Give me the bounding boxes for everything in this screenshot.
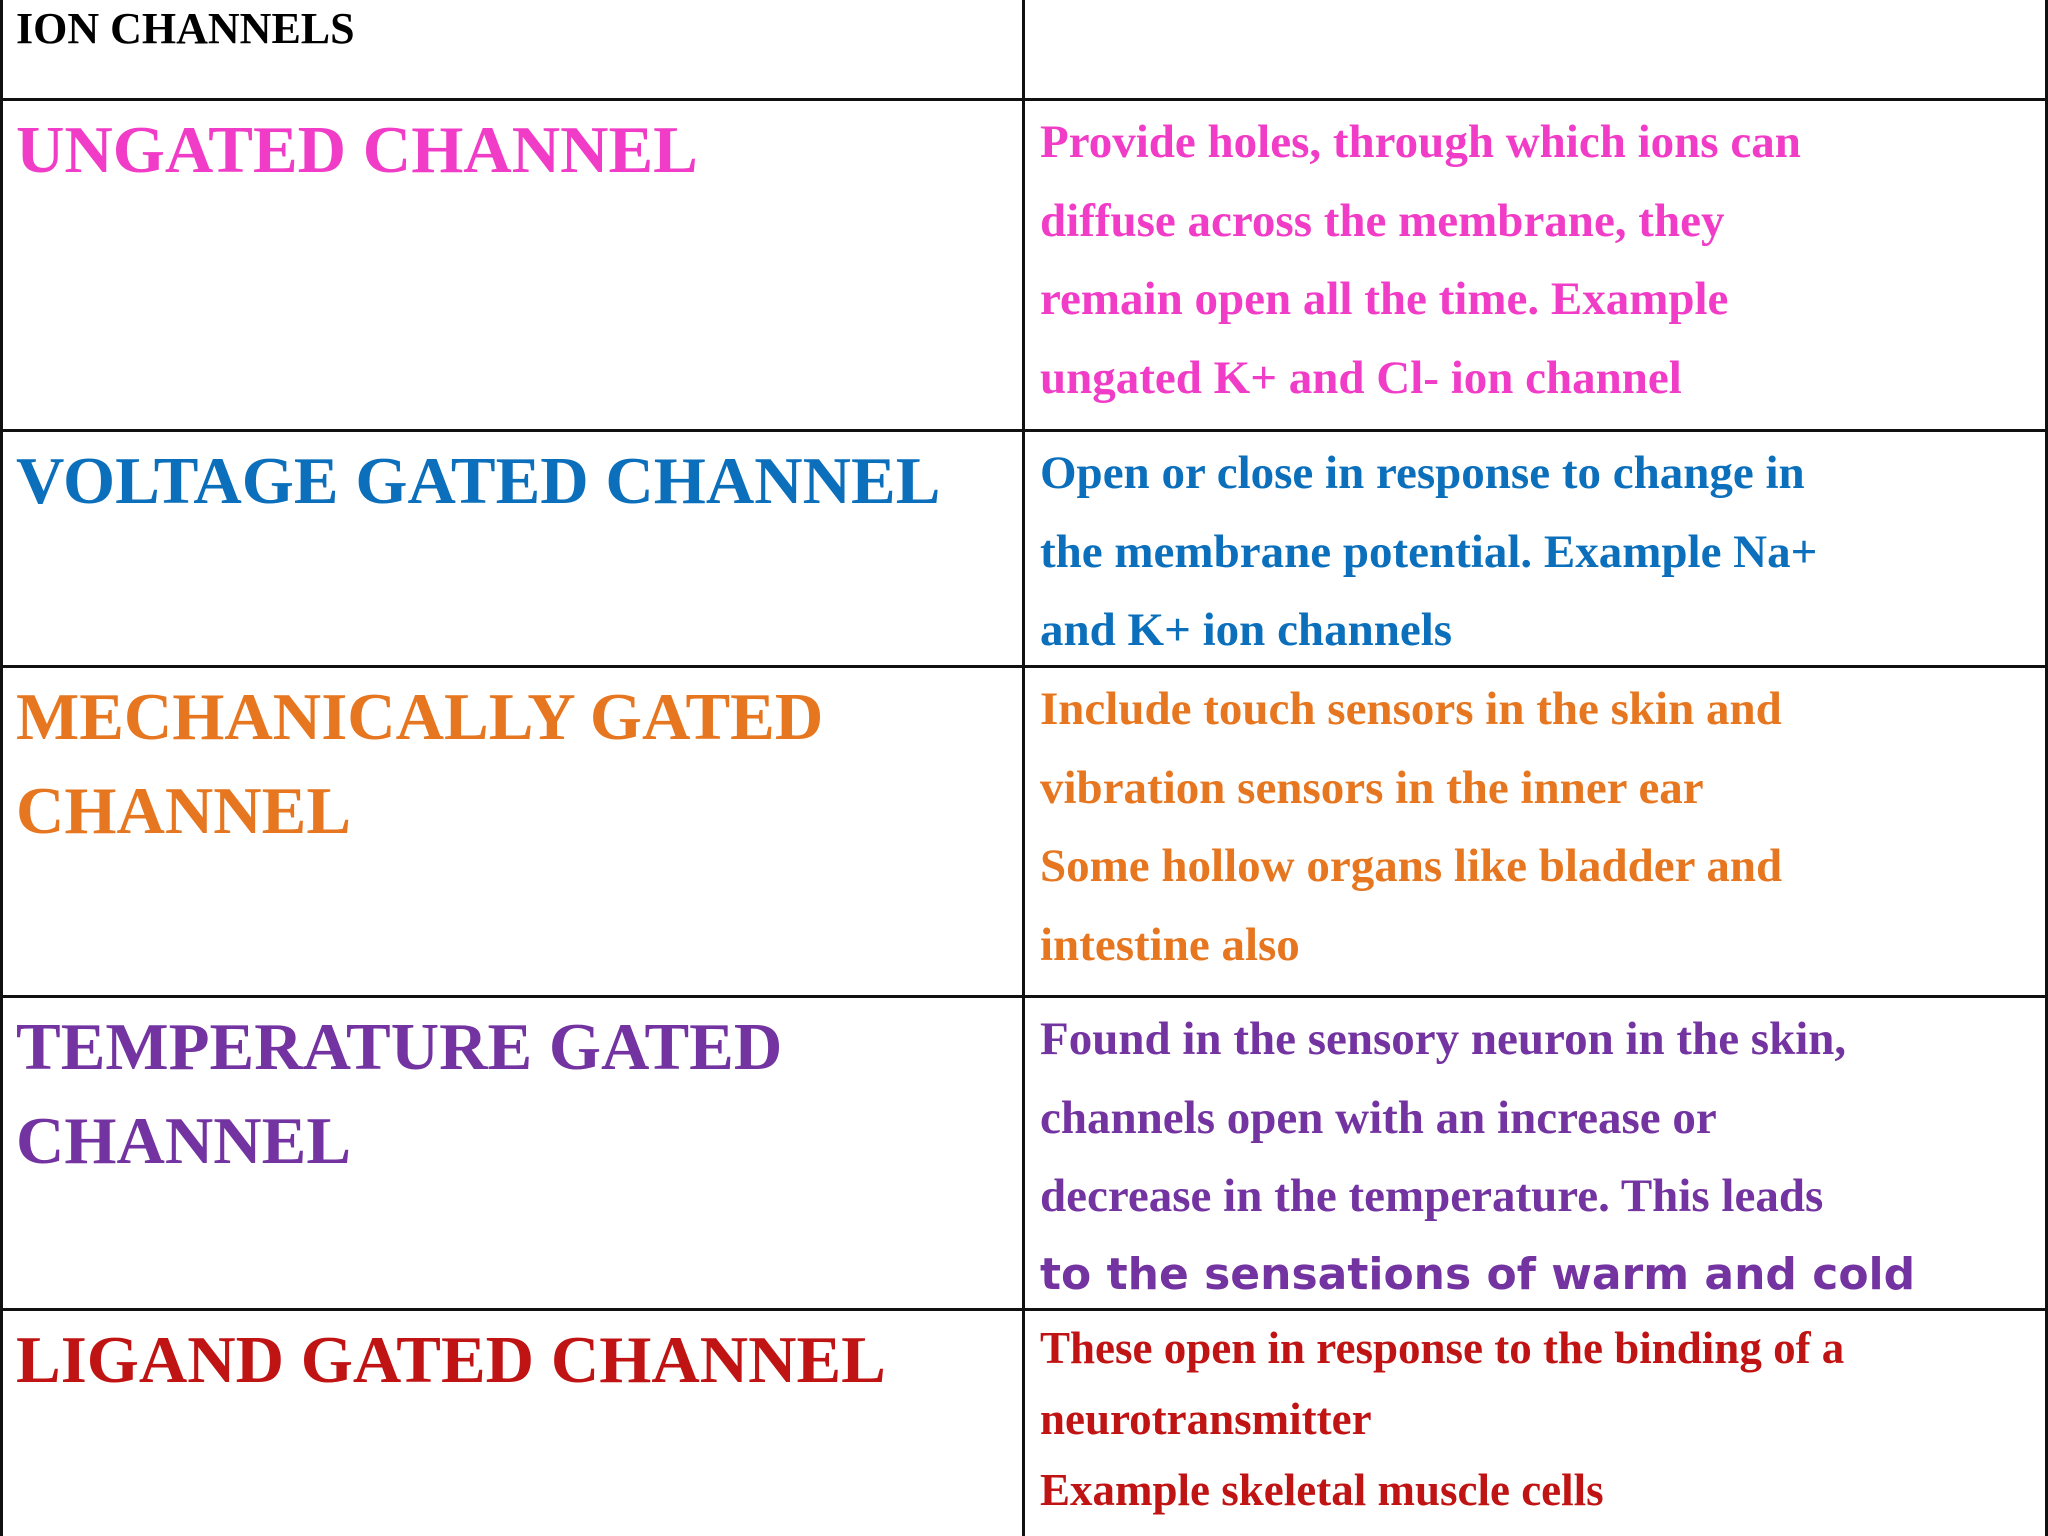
channel-desc-line: neurotransmitter [1040,1394,1372,1444]
channel-name-voltage [16,434,1016,528]
channel-name-line: MECHANICALLY GATED [16,680,824,754]
channel-desc-mechanical [1040,670,2040,984]
channel-desc-line: to the sensations of warm and cold [1040,1248,1916,1300]
channel-desc-line: intestine also [1040,918,1300,971]
channel-desc-line: remain open all the time. Example [1040,273,1729,325]
channel-desc-line: Example skeletal muscle cells [1040,1465,1604,1515]
channel-name-line: VOLTAGE GATED CHANNEL [16,444,941,518]
channel-name-ungated [16,103,1016,197]
table-border-left [0,0,3,1536]
channel-name-line: UNGATED CHANNEL [16,113,698,187]
channel-desc-line: Provide holes, through which ions can [1040,116,1801,168]
channel-name-line: TEMPERATURE GATED [16,1010,783,1084]
channel-desc-line: Include touch sensors in the skin and [1040,683,1782,735]
channel-desc-ligand [1040,1313,2040,1526]
channel-name-line: LIGAND GATED CHANNEL [16,1323,886,1397]
channel-desc-line: decrease in the temperature. This leads [1040,1170,1824,1222]
table-header-title: ION CHANNELS [16,4,355,53]
channel-name-mechanical [16,670,1016,858]
channel-desc-line: channels open with an increase or [1040,1091,1717,1144]
channel-desc-voltage [1040,434,2040,670]
channel-desc-line: Open or close in response to change in [1040,447,1805,499]
channel-desc-line: diffuse across the membrane, they [1040,194,1725,247]
channel-name-line: CHANNEL [16,774,352,848]
channel-desc-line: Found in the sensory neuron in the skin, [1040,1013,1847,1065]
channel-desc-line: ungated K+ and Cl- ion channel [1040,351,1682,404]
channel-desc-line: These open in response to the binding of a [1040,1323,1845,1373]
channel-name-ligand [16,1313,1016,1407]
column-divider [1022,0,1025,1536]
channel-name-line: CHANNEL [16,1104,352,1178]
channel-desc-line: the membrane potential. Example Na+ [1040,525,1818,578]
channel-name-temperature [16,1000,1016,1188]
channel-desc-ungated [1040,103,2040,417]
channel-desc-line: vibration sensors in the inner ear [1040,761,1704,814]
channel-desc-line: and K+ ion channels [1040,604,1453,656]
channel-desc-line: Some hollow organs like bladder and [1040,840,1783,892]
channel-desc-temperature [1040,1000,2040,1314]
